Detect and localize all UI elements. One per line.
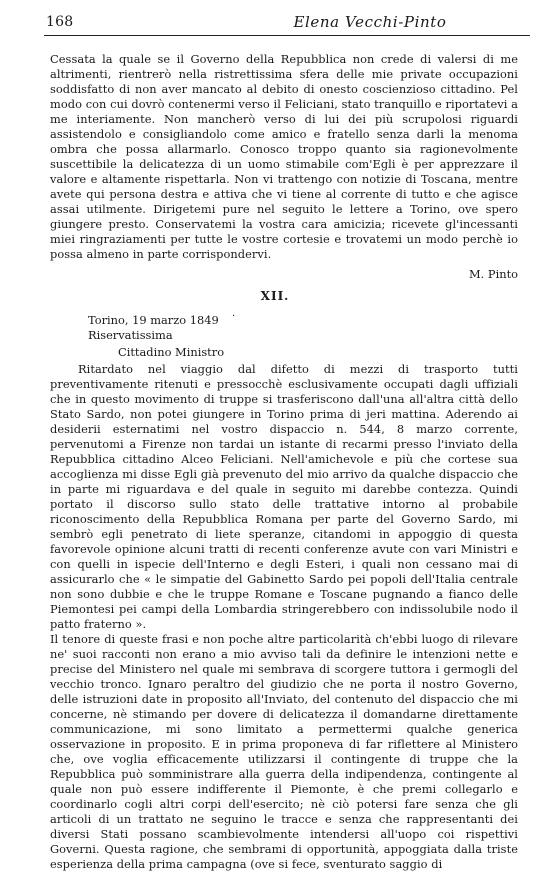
signature: M. Pinto [469, 267, 518, 281]
letter-end-block [50, 52, 518, 262]
classification: Riservatissima [88, 328, 173, 342]
letter-paragraph-2: Il tenore di queste frasi e non poche altre particolarità ch'ebbi luogo di rilevare ne' suoi racconti non erano a mio avviso tali da definire le intenzioni nette e precise del Ministero nel quale mi sembrava di scorgere tuttora i germogli del vecchio tronco. Ignaro peraltro del giudizio che ne porta il nostro Governo, delle istruzioni date in proposito all'Inviato, del contenuto del dispaccio che mi concerne, nè stimando per dovere di delicatezza il domandarne direttamente communicazione, mi sono limitato a permettermi qualche generica osservazione in proposito. E in prima proponeva di far riflettere al Ministero che, ove voglia efficacemente utilizzarsi il contingente di truppe che la Repubblica può somministrare alla guerra della indipendenza, contingente al quale non può essere indifferente il Piemonte, è che premi collegarlo e coordinarlo cogli altri corpi dell'esercito; nè ciò potersi fare senza che gli articoli di un trattato ne seguino le tracce e senza che rappresentanti dei diversi Stati possano scambievolmente intendersi all'uopo coi rispettivi Governi. Questa ragione, che sembrami di opportunità, appoggiata dalla triste esperienza della prima campagna (ove si fece, sventurato saggio di [50, 632, 518, 871]
letter-body [50, 362, 518, 872]
page-header [0, 10, 550, 34]
letter-end-paragraph: Cessata la quale se il Governo della Repubblica non crede di valersi di me altrimenti, rientrerò nella ristrettissima sfera delle mie private occupazioni soddisfatto di non aver mancato al debito di onesto coscienzioso cittadino. Pel modo con cui dovrò contenermi verso il Feliciani, stato tranquillo e riportatevi a me interiamente. Non mancherò verso di lui dei più scrupolosi riguardi assistendolo e consigliandolo come amico e fratello senza darli la menoma ombra che possa allarmarlo. Conosco troppo quanto sia ragionevolmente suscettibile la delicatezza di un uomo stimabile com'Egli è per apprezzare il valore e altamente rispettarla. Non vi trattengo con notizie di Toscana, mentre avete qui persona destra e attiva che vi tiene al corrente di tutto e che agisce assai utilmente. Dirigetemi pure nel seguito le lettere a Torino, ove spero giungere presto. Conservatemi la vostra cara amicizia; ricevete gl'incessanti miei ringraziamenti per tutte le vostre cortesie e trovatemi un modo perchè io possa almeno in parte corrispondervi. [50, 52, 518, 261]
header-rule [44, 35, 530, 36]
dateline-mark: · [232, 311, 236, 322]
letter-paragraph-1: Ritardato nel viaggio dal difetto di mezzi di trasporto tutti preventivamente ritenuti e pressocchè esclusivamente occupati dagli uffiziali che in questo movimento di truppe si trasferiscono dall'una all'altra città dello Stato Sardo, non potei giungere in Torino prima di jeri mattina. Aderendo ai desiderii esternatimi nel vostro dispaccio n. 544, 8 marzo corrente, pervenutomi a Firenze non tardai un istante di recarmi presso l'inviato della Repubblica cittadino Alceo Feliciani. Nell'amichevole e più che cortese sua accoglienza mi disse Egli già prevenuto del mio arrivo da qualche dispaccio che in parte mi riguardava e del quale in seguito mi darebbe contezza. Quindi portato il discorso sullo stato delle trattative intorno al probabile riconoscimento della Repubblica Romana per parte del Governo Sardo, mi sembrò egli penetrato di liete speranze, citandomi in appoggio di questa favorevole opinione alcuni tratti di recenti conferenze avute con vari Ministri e con quelli in ispecie dell'Interno e degli Esteri, i quali non cessano mai di assicurarlo che « le simpatie del Gabinetto Sardo pei popoli dell'Italia centrale non sono dubbie e che le truppe Romane e Toscane pugnando a fianco delle Piemontesi pei campi della Lombardia stringerebbero con indissolubile nodo il patto fraterno ». [50, 362, 518, 631]
letter-number: XII. [260, 289, 290, 303]
running-title: Elena Vecchi-Pinto [293, 13, 447, 31]
dateline: Torino, 19 marzo 1849 [88, 313, 219, 327]
addressee: Cittadino Ministro [118, 345, 225, 359]
page-number: 168 [46, 14, 74, 30]
